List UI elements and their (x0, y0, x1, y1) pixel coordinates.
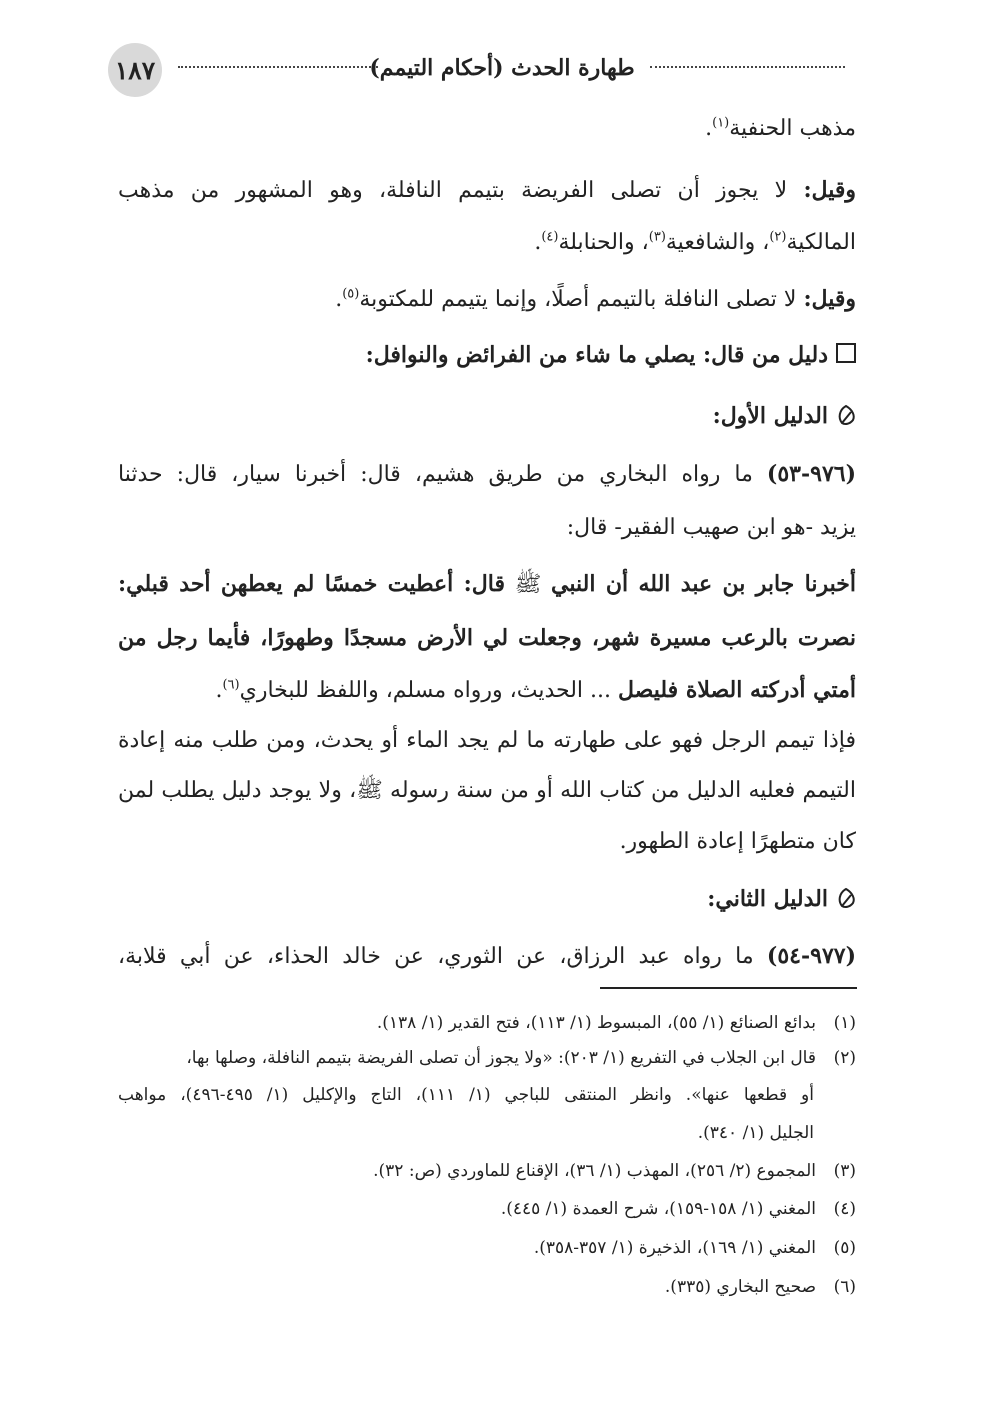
footnote-6: (٦)صحيح البخاري (٣٣٥). (664, 1277, 856, 1297)
running-title: طهارة الحدث (أحكام التيمم) (369, 55, 635, 81)
leaf-ornament-icon (836, 887, 856, 918)
footnote-2: (٢)قال ابن الجلاب في التفريع (١/ ٢٠٣): «ولا يجوز أن تصلى الفريضة بتيمم النافلة، وصلها بها، (186, 1048, 856, 1068)
body-line-13: (٩٧٧-٥٤) ما رواه عبد الرزاق، عن الثوري، عن خالد الحذاء، عن أبي قلابة، (118, 943, 856, 969)
footnote-2-end: الجليل (١/ ٣٤٠). (697, 1123, 814, 1143)
hadith-line-1: أخبرنا جابر بن عبد الله أن النبي ﷺ قال: أعطيت خمسًا لم يعطهن أحد قبلي: (118, 571, 856, 597)
leaf-ornament-icon (836, 404, 856, 435)
body-line-1: مذهب الحنفية$^{(١)}$. (705, 115, 856, 141)
hadith-line-2: نصرت بالرعب مسيرة شهر، وجعلت لي الأرض مسجدًا وطهورًا، فأيما رجل من (118, 625, 856, 651)
body-line-5: (٩٧٦-٥٣) ما رواه البخاري من طريق هشيم، قال: أخبرنا سيار، قال: حدثنا (118, 461, 856, 487)
footnote-ref: (١) (712, 115, 730, 131)
footnote-ref: (٦) (222, 677, 240, 693)
footnote-ref: (٤) (541, 229, 559, 245)
body-line-2: وقيل: لا يجوز أن تصلى الفريضة بتيمم النافلة، وهو المشهور من مذهب (118, 177, 856, 203)
body-line-10: فإذا تيمم الرجل فهو على طهارته ما لم يجد الماء أو يحدث، ومن طلب منه إعادة (118, 728, 856, 753)
footnote-1: (١)بدائع الصنائع (١/ ٥٥)، المبسوط (١/ ١١٣)، فتح القدير (١/ ١٣٨). (376, 1013, 856, 1033)
footnote-ref: (٥) (342, 286, 360, 302)
checkbox-square-icon (836, 343, 856, 363)
footnote-3: (٣)المجموع (٢/ ٢٥٦)، المهذب (١/ ٣٦)، الإقناع للماوردي (ص: ٣٢). (373, 1161, 856, 1181)
evidence-heading-1: الدليل الأول: (713, 401, 856, 435)
evidence-heading-2: الدليل الثاني: (707, 884, 856, 918)
page-number: ١٨٧ (114, 55, 156, 85)
footnote-separator (600, 987, 857, 989)
body-line-3: المالكية$^{(٢)}$، والشافعية$^{(٣)}$، والحنابلة$^{(٤)}$. (534, 229, 856, 255)
footnote-2-cont: أو قطعها عنها». وانظر المنتقى للباجي (١/ ١١١)، التاج والإكليل (١/ ٤٩٥-٤٩٦)، مواهب (118, 1085, 814, 1105)
section-heading: دليل من قال: يصلي ما شاء من الفرائض والنوافل: (366, 340, 856, 371)
hadith-line-3: أمتي أدركته الصلاة فليصل ... الحديث، ورواه مسلم، واللفظ للبخاري$^{(٦)}$. (215, 677, 856, 703)
body-line-4: وقيل: لا تصلى النافلة بالتيمم أصلًا، وإنما يتيمم للمكتوبة$^{(٥)}$. (335, 286, 856, 312)
footnote-ref: (٢) (769, 229, 787, 245)
footnote-5: (٥)المغني (١/ ١٦٩)، الذخيرة (١/ ٣٥٧-٣٥٨). (533, 1238, 856, 1258)
body-line-12: كان متطهرًا إعادة الطهور. (619, 829, 856, 854)
footnote-4: (٤)المغني (١/ ١٥٨-١٥٩)، شرح العمدة (١/ ٤٤٥). (500, 1199, 856, 1219)
footnote-ref: (٣) (648, 229, 666, 245)
body-line-11: التيمم فعليه الدليل من كتاب الله أو من سنة رسوله ﷺ، ولا يوجد دليل يطلب لمن (118, 778, 857, 803)
header-leader-dots-right (650, 66, 845, 68)
body-line-6: يزيد -هو ابن صهيب الفقير- قال: (566, 515, 856, 540)
